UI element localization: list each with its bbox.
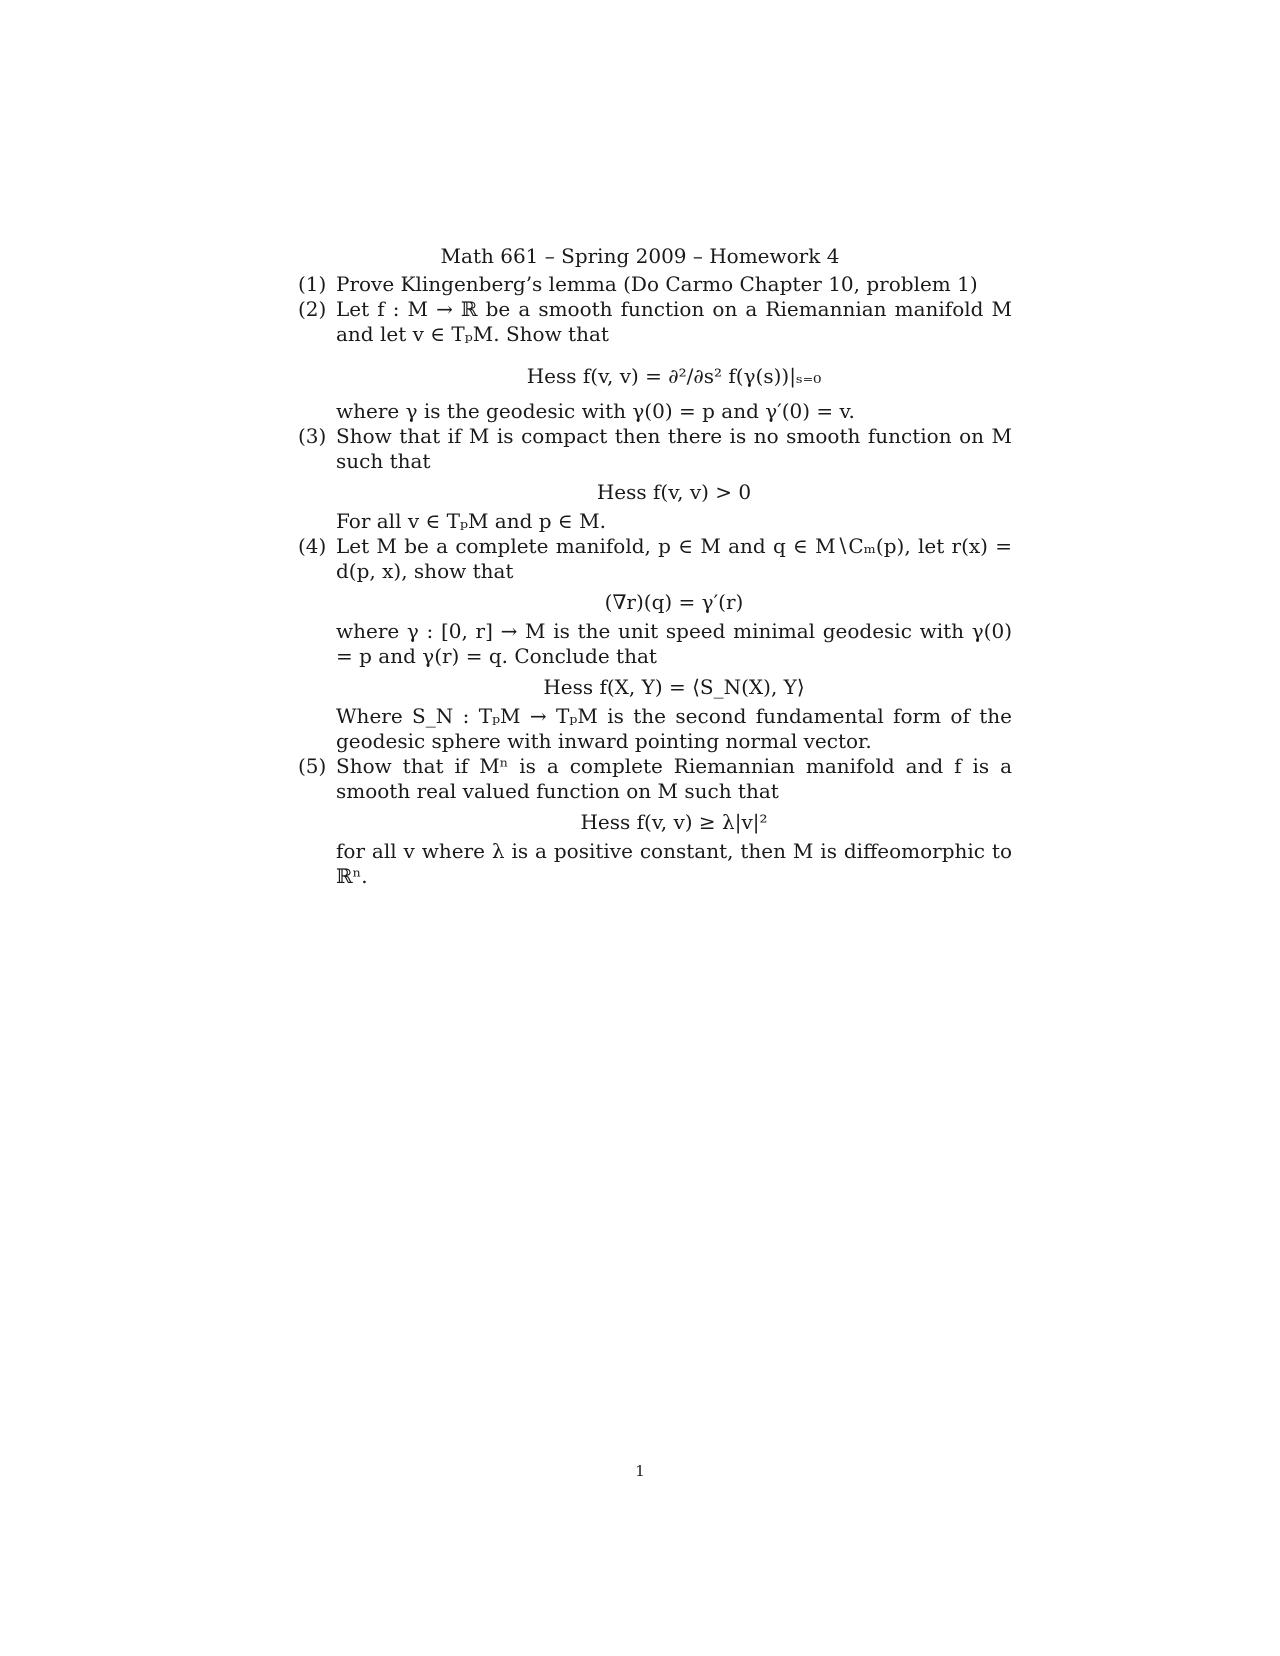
problem-text: Prove Klingenberg’s lemma (Do Carmo Chapter 10, problem 1) (336, 272, 978, 296)
problem-number: (3) (298, 424, 327, 448)
problem-text: where γ : [0, r] → M is the unit speed minimal geodesic with γ(0) = p and γ(r) = q. Conclude that (336, 619, 1012, 668)
problem-5 (298, 754, 1012, 889)
problem-number: (1) (298, 272, 327, 296)
problem-text: Let M be a complete manifold, p ∈ M and q ∈ M∖Cₘ(p), let r(x) = d(p, x), show that (336, 534, 1012, 583)
display-equation: Hess f(v, v) = ∂²/∂s² f(γ(s))|ₛ₌₀ (526, 364, 822, 388)
page-number: 1 (635, 1462, 645, 1480)
problem-1 (298, 272, 1012, 297)
problem-text: For all v ∈ TₚM and p ∈ M. (336, 509, 606, 533)
problem-text: where γ is the geodesic with γ(0) = p and γ′(0) = v. (336, 399, 855, 423)
display-equation: Hess f(v, v) ≥ λ|v|² (580, 810, 768, 834)
problem-list (298, 272, 1012, 889)
display-equation: Hess f(X, Y) = ⟨S_N(X), Y⟩ (543, 675, 805, 699)
problem-text: Show that if M is compact then there is no smooth function on M such that (336, 424, 1012, 473)
document-title: Math 661 – Spring 2009 – Homework 4 (440, 244, 840, 268)
problem-text: Show that if Mⁿ is a complete Riemannian manifold and f is a smooth real valued function on M such that (336, 754, 1012, 803)
problem-4 (298, 534, 1012, 754)
problem-number: (4) (298, 534, 327, 558)
problem-3 (298, 424, 1012, 534)
problem-text: Where S_N : TₚM → TₚM is the second fundamental form of the geodesic sphere with inward pointing normal vector. (336, 704, 1012, 753)
problem-2 (298, 297, 1012, 424)
display-equation: Hess f(v, v) > 0 (596, 480, 752, 504)
problem-number: (5) (298, 754, 327, 778)
problem-text: for all v where λ is a positive constant, then M is diffeomorphic to ℝⁿ. (336, 839, 1012, 888)
display-equation: (∇r)(q) = γ′(r) (604, 590, 744, 614)
problem-number: (2) (298, 297, 327, 321)
problem-text: Let f : M → ℝ be a smooth function on a Riemannian manifold M and let v ∈ TₚM. Show that (336, 297, 1012, 346)
